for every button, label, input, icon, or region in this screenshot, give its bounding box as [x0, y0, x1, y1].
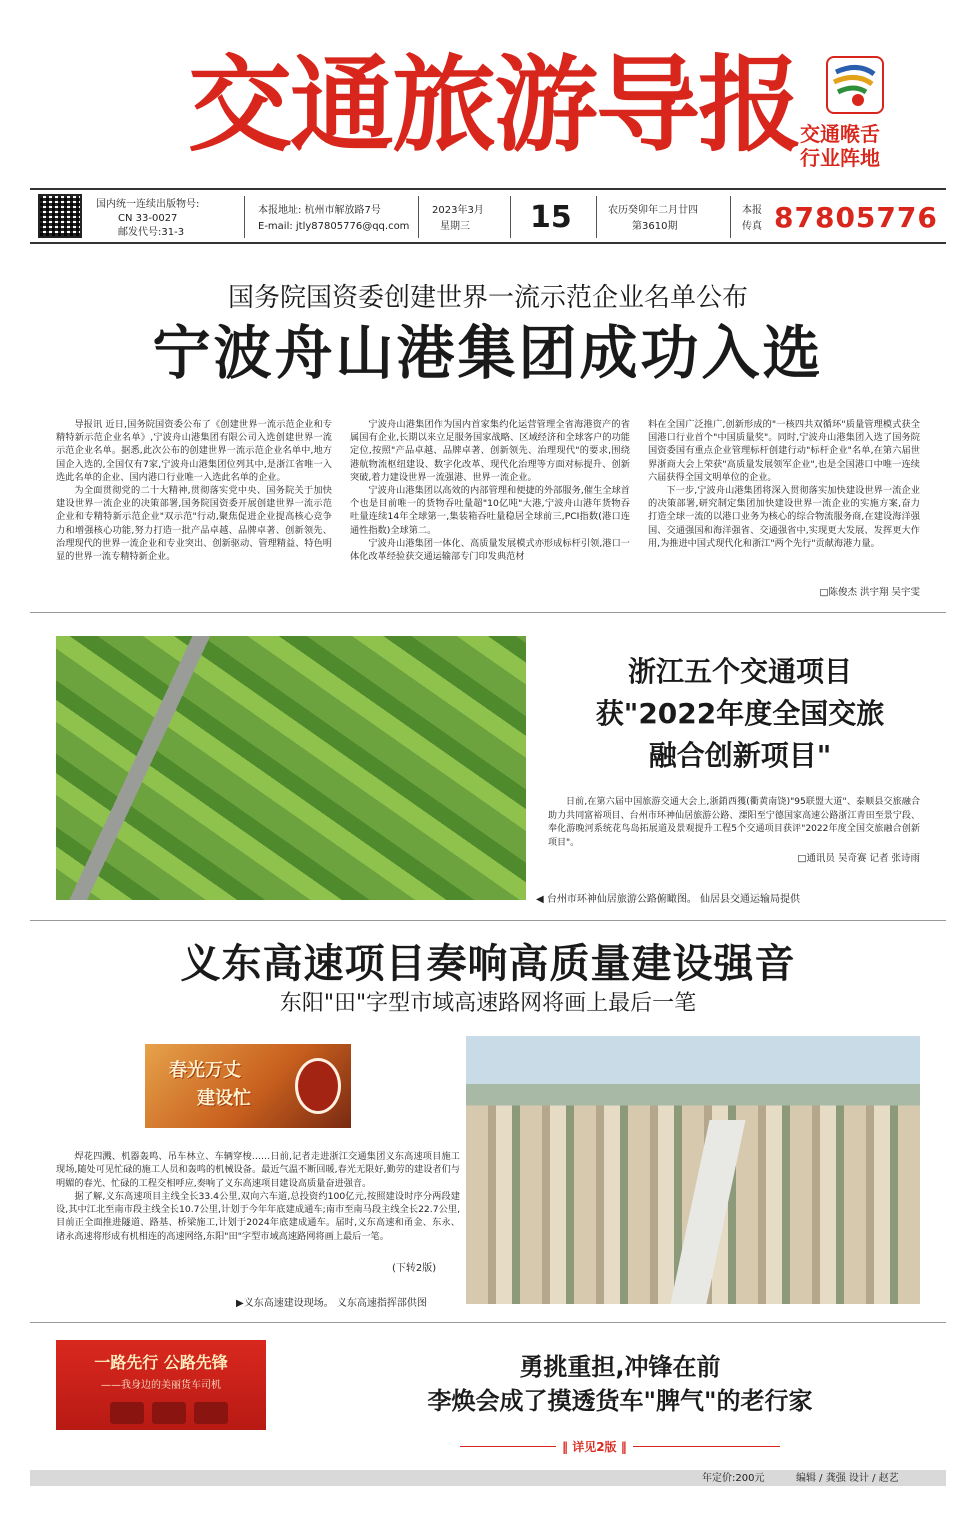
banner-line-2: ——我身边的美丽货车司机	[101, 1380, 221, 1391]
editor-credit: 编辑 / 龚强 设计 / 赵艺	[796, 1473, 899, 1484]
story3-body	[56, 1150, 460, 1243]
section-divider	[30, 612, 946, 613]
qr-code-icon	[38, 194, 82, 238]
paragraph: 导报讯 近日,国务院国资委公布了《创建世界一流示范企业和专精特新示范企业名单》,宁波舟山港集团有限公司入选创建世界一流示范企业名单。据悉,此次公布的创建世界一流示范企业名单中,地方国企入选的,全国仅有7家,宁波舟山港集团位列其中,是浙江省唯一入选此名单的企业、国内港口行业唯一入选此名单的企业。	[56, 419, 332, 483]
lead-subhead: 国务院国资委创建世界一流示范企业名单公布	[227, 283, 748, 313]
divider	[418, 196, 419, 238]
section-divider	[30, 1322, 946, 1323]
story4-headline-line-2: 李焕会成了摸透货车"脾气"的老行家	[427, 1387, 813, 1415]
slogan	[800, 122, 920, 170]
lunar-date: 农历癸卯年二月廿四	[608, 205, 698, 216]
postal-code: 邮发代号:31-3	[118, 227, 185, 238]
story2-byline: □通讯员 吴奇赛 记者 张诗雨	[797, 853, 920, 864]
divider	[596, 196, 597, 238]
slogan-line-1: 交通喉舌	[800, 122, 880, 146]
email: E-mail: jtly87805776@qq.com	[258, 221, 410, 232]
divider	[730, 196, 731, 238]
story3-subhead: 东阳"田"字型市域高速路网将画上最后一笔	[279, 991, 697, 1016]
story3-headline: 义东高速项目奏响高质量建设强音	[180, 941, 796, 987]
badge-line-2: 建设忙	[197, 1088, 251, 1109]
story2-headline-line-1: 浙江五个交通项目	[627, 655, 852, 688]
newspaper-logo-icon	[826, 56, 884, 114]
issue-number: 第3610期	[632, 221, 678, 232]
truck-icon	[194, 1402, 228, 1424]
banner-line-1: 一路先行 公路先锋	[94, 1353, 228, 1372]
fax-label-2: 传真	[742, 221, 762, 232]
annual-price: 年定价:200元	[702, 1473, 765, 1484]
section-divider	[30, 920, 946, 921]
paragraph: 宁波舟山港集团一体化、高质量发展模式亦形成标杆引领,港口一体化改革经验获交通运输部专门印发典范材	[350, 537, 630, 563]
story2-body: 日前,在第六届中国旅游交通大会上,浙銷西獲(衢黄南饶)"95联盟大道"、泰顺县交旅融合助力共同富裕项目、台州市环神仙居旅游公路、溧阳至宁德国家高速公路浙江青田至景宁段、奉化游晚河系统花鸟岛拓展道及景观提升工程5个交通项目获评"2022年度全国交旅融合创新项目"。	[548, 797, 920, 848]
issue-date: 2023年3月	[432, 205, 484, 216]
cn-number: CN 33-0027	[118, 213, 178, 224]
see-more-link[interactable]: ‖ 详见2版 ‖	[556, 1438, 633, 1455]
lead-headline: 宁波舟山港集团成功入选	[152, 319, 824, 387]
truck-icon	[110, 1402, 144, 1424]
story4-headline-line-1: 勇挑重担,冲锋在前	[519, 1353, 721, 1381]
fist-icon	[295, 1058, 341, 1114]
cn-label: 国内统一连续出版物号:	[96, 199, 200, 210]
weekday: 星期三	[440, 221, 470, 232]
address: 本报地址: 杭州市解放路7号	[258, 205, 381, 216]
pioneer-driver-banner	[56, 1340, 266, 1430]
story2-caption: ◀ 台州市环神仙居旅游公路俯瞰图。 仙居县交通运输局提供	[536, 894, 801, 905]
divider	[244, 196, 245, 238]
paragraph: 宁波舟山港集团以高效的内部管理和便捷的外部服务,催生全球首个也是目前唯一的货物吞吐量超"10亿吨"大港,宁波舟山港年货物吞吐量连续14年全球第一,集装箱吞吐量稳居全球前三,PCI指数(港口连通性指数)全球第二。	[350, 485, 630, 536]
continued-note: (下转2版)	[392, 1263, 437, 1274]
masthead-title: 交通旅游导报	[188, 44, 801, 166]
spring-construction-badge	[145, 1044, 351, 1128]
badge-line-1: 春光万丈	[169, 1060, 241, 1081]
paragraph: 下一步,宁波舟山港集团将深入贯彻落实加快建设世界一流企业的决策部署,研究制定集团加快建设世界一流企业的实施方案,奋力打造全球一流的以港口业务为核心的综合物流服务商,在建设海洋强国、交通强国和海洋强省、交通强省中,实现更大发展、发挥更大作用,为推进中国式现代化和浙江"两个先行"贡献海港力量。	[648, 485, 920, 549]
lead-column-3	[648, 418, 920, 550]
farmland-road-photo	[56, 636, 526, 900]
paragraph: 据了解,义东高速项目主线全长33.4公里,双向六车道,总投资约100亿元,按照建设时序分两段建设,其中江北至南市段主线全长10.7公里,计划于今年年底建成通车;南市至南马段主线全长22.7公里,目前正全面推进隧道、路基、桥梁施工,计划于2024年底建成通车。届时,义东高速和甬金、东永、诸永高速将形成有机相连的高速网络,东阳"田"字型市域高速路网将画上最后一笔。	[56, 1190, 460, 1242]
issue-day: 15	[530, 200, 572, 235]
paragraph: 料在全国广泛推广,创新形成的"一核四共双循环"质量管理模式获全国港口行业首个"中国质量奖"。同时,宁波舟山港集团入选了国务院国资委国有重点企业管理标杆创建行动"标杆企业"名单,在第六届世界浙商大会上荣获"高质量发展领军企业",也是全国港口中唯一连续六届获得全国文明单位的企业。	[648, 419, 920, 483]
lead-column-1	[56, 418, 332, 563]
lead-byline: □陈俊杰 洪宇翔 吴宇雯	[819, 587, 920, 598]
see-more-text: 详见2版	[572, 1440, 617, 1454]
truck-icon	[152, 1402, 186, 1424]
divider	[510, 196, 511, 238]
slogan-line-2: 行业阵地	[800, 146, 880, 170]
lead-column-2	[350, 418, 630, 563]
story3-caption: ▶义东高速建设现场。 义东高速指挥部供图	[236, 1298, 427, 1309]
story2-headline-line-2: 获"2022年度全国交旅	[595, 697, 885, 730]
story2-headline-line-3: 融合创新项目"	[648, 739, 832, 772]
fax-number: 87805776	[774, 201, 938, 234]
paragraph: 为全面贯彻党的二十大精神,贯彻落实党中央、国务院关于加快建设世界一流企业的决策部署,国务院国资委开展创建世界一流示范企业和专精特新示范企业"双示范"行动,聚焦促进企业提高核心竞争力和增强核心功能,努力打造一批产品卓越、品牌卓著、创新领先、治理现代的世界一流企业和专业突出、创新驱动、管理精益、特色明显的世界一流专精特新企业。	[56, 485, 332, 563]
paragraph: 焊花四溅、机器轰鸣、吊车林立、车辆穿梭……日前,记者走进浙江交通集团义东高速项目施工现场,随处可见忙碌的施工人员和轰鸣的机械设备。最近气温不断回暖,春光无限好,勤劳的建设者们与明媚的春光、忙碌的工程交相呼应,奏响了义东高速项目建设高质量奋进强音。	[56, 1151, 460, 1189]
logo-swirl-icon	[828, 58, 882, 112]
fax-label-1: 本报	[742, 205, 762, 216]
paragraph: 宁波舟山港集团作为国内首家集约化运营管理全省海港资产的省属国有企业,长期以来立足服务国家战略、区域经济和全球客户的功能定位,按照"产品卓越、品牌卓著、创新领先、治理现代"的要求,围绕港航物流枢纽建设、数字化改革、现代化治理等方面对标提升、创新突破,着力建设世界一流强港、世界一流企业。	[350, 419, 630, 483]
